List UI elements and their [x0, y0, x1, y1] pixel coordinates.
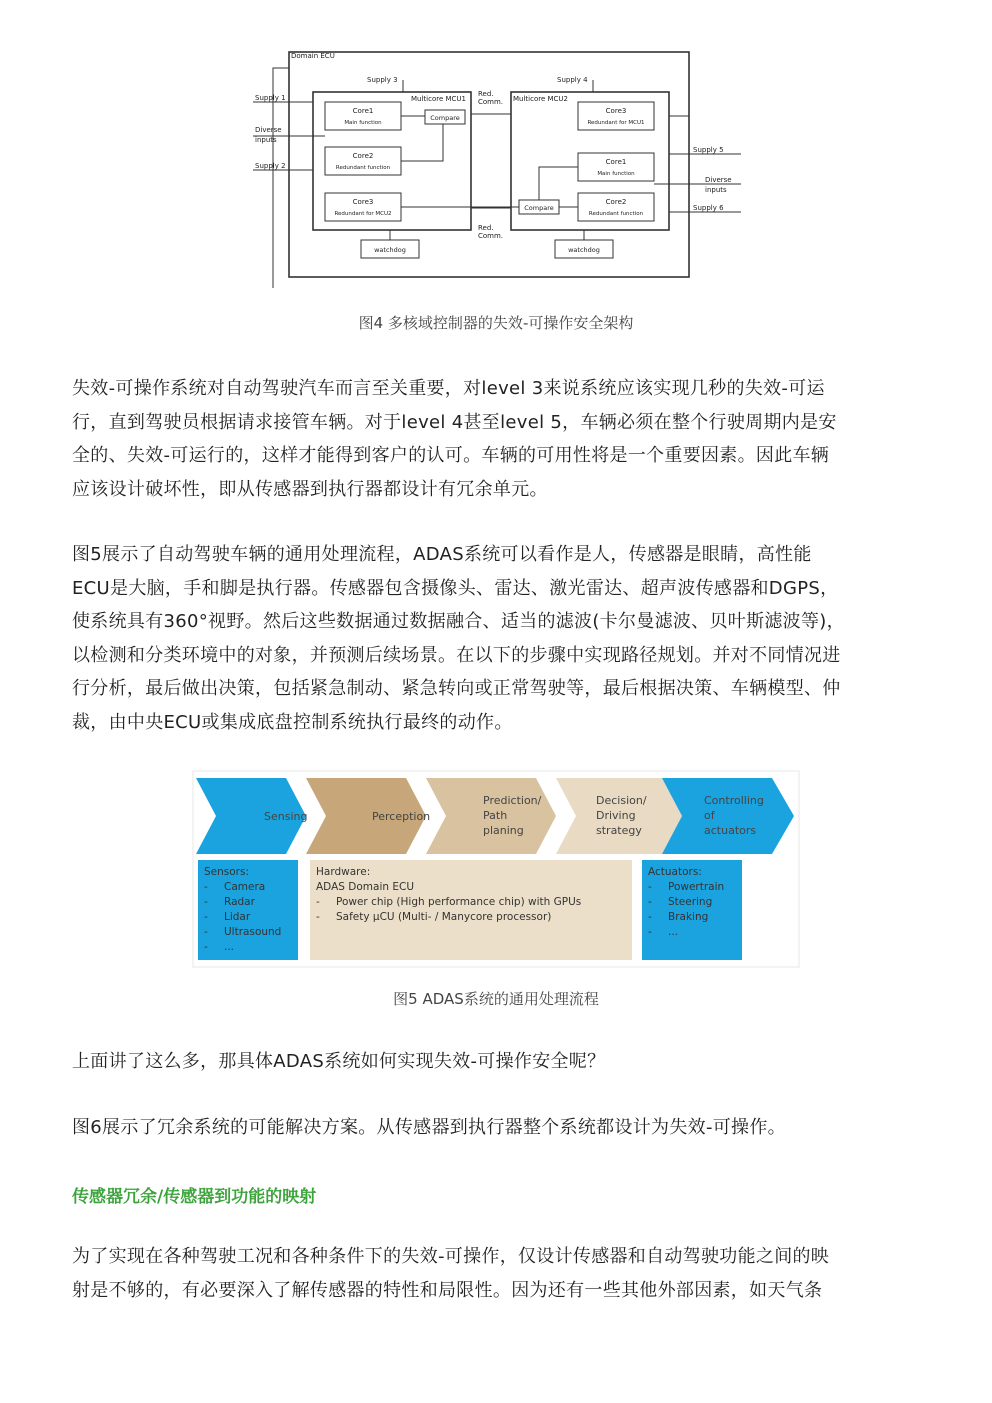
paragraph-2-line: ECU是大脑，手和脚是执行器。传感器包含摄像头、雷达、激光雷达、超声波传感器和DGPS， [72, 577, 839, 599]
supply-1-label: Supply 1 [255, 94, 286, 102]
actuator-item: Braking [668, 911, 709, 923]
figure4-diagram [253, 44, 741, 288]
sensor-dash: - [204, 941, 208, 953]
diverse-inputs-right-1: Diverse [705, 176, 732, 184]
supply-5-label: Supply 5 [693, 146, 724, 154]
actuator-dash: - [648, 911, 652, 923]
mcu2-core2-title: Core2 [605, 198, 627, 206]
red-comm-bottom-2: Comm. [478, 232, 504, 240]
paragraph-2 [72, 538, 922, 739]
paragraph-3: 上面讲了这么多，那具体ADAS系统如何实现失效-可操作安全呢？ [72, 1051, 606, 1072]
figure4-caption: 图4 多核域控制器的失效-可操作安全架构 [358, 314, 634, 332]
stage-decision-label-3: strategy [596, 824, 642, 837]
actuator-dash: - [648, 881, 652, 893]
actuator-dash: - [648, 926, 652, 938]
paragraph-1-line: 应该设计破坏性，即从传感器到执行器都设计有冗余单元。 [72, 478, 548, 500]
stage-perception-label: Perception [372, 810, 431, 823]
mcu1-core2-sub: Redundant function [335, 165, 391, 171]
red-comm-top-1: Red. [478, 90, 494, 98]
diverse-inputs-left-2: inputs [255, 136, 277, 144]
hardware-item: Power chip (High performance chip) with GPUs [336, 896, 582, 908]
paragraph-2-line: 使系统具有360°视野。然后这些数据通过数据融合、适当的滤波(卡尔曼滤波、贝叶斯滤波等)， [72, 611, 845, 632]
paragraph-5-line: 为了实现在各种驾驶工况和各种条件下的失效-可操作，仅设计传感器和自动驾驶功能之间的映 [72, 1246, 830, 1267]
domain-ecu-label: Domain ECU [291, 52, 335, 60]
mcu1-core1-sub: Main function [344, 120, 382, 126]
paragraph-2-line: 行分析，最后做出决策，包括紧急制动、紧急转向或正常驾驶等，最后根据决策、车辆模型、仲 [72, 678, 841, 699]
mcu1-core2-title: Core2 [352, 152, 374, 160]
mcu2-compare: Compare [524, 204, 554, 212]
mcu1-compare: Compare [430, 114, 460, 122]
supply-6-label: Supply 6 [693, 204, 724, 212]
sensor-item: Lidar [224, 911, 251, 923]
mcu2-core3-title: Core3 [605, 107, 627, 115]
stage-prediction-label-1: Prediction/ [483, 794, 542, 807]
hardware-subtitle: ADAS Domain ECU [316, 881, 415, 893]
actuator-item: Powertrain [668, 881, 725, 893]
paragraph-2-line: 以检测和分类环境中的对象，并预测后续场景。在以下的步骤中实现路径规划。并对不同情况进 [72, 644, 841, 666]
red-comm-top-2: Comm. [478, 98, 504, 106]
paragraph-5 [72, 1240, 922, 1307]
sensors-title: Sensors: [204, 866, 249, 878]
section-heading: 传感器冗余/传感器到功能的映射 [72, 1187, 317, 1207]
hardware-title: Hardware: [316, 866, 371, 878]
sensor-dash: - [204, 881, 208, 893]
mcu2-label: Multicore MCU2 [513, 95, 569, 103]
stage-controlling-label-1: Controlling [704, 794, 764, 807]
mcu1-core3-sub: Redundant for MCU2 [334, 211, 392, 217]
watchdog-2: watchdog [568, 246, 600, 254]
paragraph-4: 图6展示了冗余系统的可能解决方案。从传感器到执行器整个系统都设计为失效-可操作。 [72, 1117, 786, 1138]
actuator-item: Steering [668, 896, 713, 908]
sensor-item: Ultrasound [224, 926, 282, 938]
actuator-dash: - [648, 896, 652, 908]
diverse-inputs-right-2: inputs [705, 186, 727, 194]
mcu2-core1-title: Core1 [605, 158, 627, 166]
mcu2-core2-sub: Redundant function [588, 211, 644, 217]
paragraph-5-line: 射是不够的，有必要深入了解传感器的特性和局限性。因为还有一些其他外部因素，如天气条 [72, 1279, 823, 1301]
stage-prediction-label-3: planing [483, 824, 524, 837]
supply-4-label: Supply 4 [557, 76, 588, 84]
stage-sensing-label: Sensing [264, 810, 308, 823]
sensor-item: ... [224, 941, 235, 953]
figure5-diagram [192, 770, 800, 968]
red-comm-bottom-1: Red. [478, 224, 494, 232]
paragraph-1 [72, 372, 922, 506]
sensor-item: Camera [224, 881, 266, 893]
supply-2-label: Supply 2 [255, 162, 286, 170]
sensor-dash: - [204, 896, 208, 908]
stage-controlling-label-2: of [704, 809, 715, 822]
supply-3-label: Supply 3 [367, 76, 398, 84]
stage-decision-label-1: Decision/ [596, 794, 647, 807]
mcu1-core3-title: Core3 [352, 198, 374, 206]
actuator-item: ... [668, 926, 679, 938]
mcu1-label: Multicore MCU1 [411, 95, 467, 103]
diverse-inputs-left-1: Diverse [255, 126, 282, 134]
watchdog-1: watchdog [374, 246, 406, 254]
paragraph-2-line: 裁，由中央ECU或集成底盘控制系统执行最终的动作。 [72, 711, 513, 733]
stage-decision-label-2: Driving [596, 809, 636, 822]
sensor-item: Radar [224, 896, 255, 908]
actuators-title: Actuators: [648, 866, 702, 878]
sensor-dash: - [204, 911, 208, 923]
stage-controlling-label-3: actuators [704, 824, 757, 837]
hardware-dash: - [316, 896, 320, 908]
hardware-item: Safety µCU (Multi- / Manycore processor) [336, 911, 552, 923]
stage-prediction-label-2: Path [483, 809, 508, 822]
mcu2-core3-sub: Redundant for MCU1 [587, 120, 645, 126]
mcu2-core1-sub: Main function [597, 171, 635, 177]
paragraph-1-line: 失效-可操作系统对自动驾驶汽车而言至关重要，对level 3来说系统应该实现几秒的失效-可运 [72, 378, 825, 399]
paragraph-2-line: 图5展示了自动驾驶车辆的通用处理流程，ADAS系统可以看作是人，传感器是眼睛，高性能 [72, 544, 812, 565]
figure5-caption: 图5 ADAS系统的通用处理流程 [393, 990, 599, 1008]
paragraph-1-line: 行，直到驾驶员根据请求接管车辆。对于level 4甚至level 5，车辆必须在整个行驶周期内是安 [72, 411, 837, 433]
paragraph-1-line: 全的、失效-可运行的，这样才能得到客户的认可。车辆的可用性将是一个重要因素。因此车辆 [72, 445, 830, 466]
hardware-dash: - [316, 911, 320, 923]
mcu1-core1-title: Core1 [352, 107, 374, 115]
sensor-dash: - [204, 926, 208, 938]
